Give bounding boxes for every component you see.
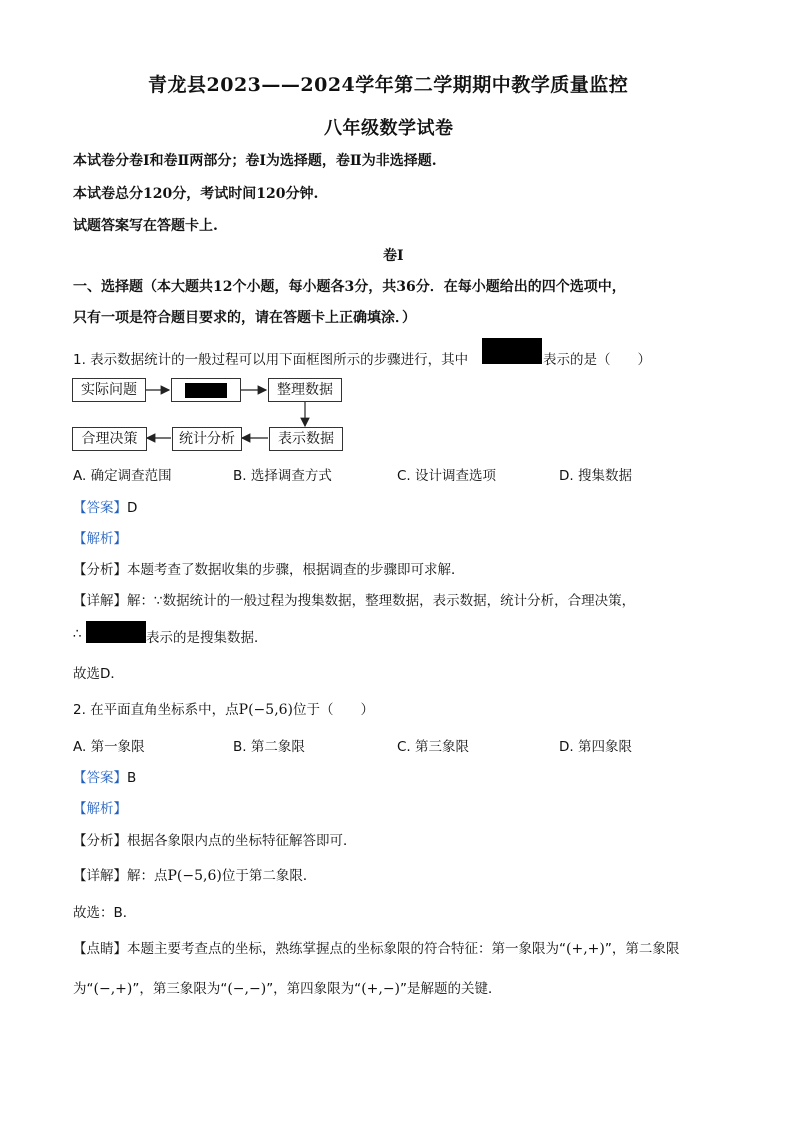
q2-xiangjie [73, 864, 316, 884]
dianjing-tag: 【点睛】 [73, 941, 127, 957]
exam-subtitle: 八年级数学试卷 [324, 118, 454, 139]
q2-answer [73, 766, 136, 786]
xiangjie-tag: 【详解】 [73, 868, 127, 884]
xiangjie-text-end: 位于第二象限． [221, 868, 317, 884]
q1-fenxi [73, 558, 465, 578]
quadrant4-sign: (+,−) [361, 981, 401, 997]
q1-option-a: A. 确定调查范围 [73, 468, 172, 484]
flow-box-reasonable-decision: 合理决策 [72, 427, 147, 451]
fenxi-text: 根据各象限内点的坐标特征解答即可． [127, 833, 357, 849]
dianjing-text-a: 本题主要考查点的坐标，熟练掌握点的坐标象限的符合特征：第一象限为“ [127, 941, 566, 957]
q2-stem [73, 698, 374, 718]
flow-box-statistical-analysis: 统计分析 [172, 427, 242, 451]
instruction-1: 本试卷分卷Ⅰ和卷Ⅱ两部分；卷Ⅰ为选择题，卷Ⅱ为非选择题. [73, 153, 437, 169]
dianjing-text-f: ”是解题的关键． [400, 981, 502, 997]
xiangjie-point: P(−5,6) [167, 868, 222, 884]
q2-dianjing-line1 [73, 937, 679, 957]
answer-tag: 【答案】 [73, 770, 127, 786]
q1-therefore-text: 表示的是搜集数据． [146, 630, 268, 646]
q1-analysis-tag: 【解析】 [73, 531, 127, 547]
answer-tag: 【答案】 [73, 500, 127, 516]
q2-option-d: D. 第四象限 [559, 739, 632, 755]
q2-analysis-tag: 【解析】 [73, 801, 127, 817]
q2-option-a: A. 第一象限 [73, 739, 145, 755]
q1-option-b: B. 选择调查方式 [233, 468, 332, 484]
dianjing-text-e: ”，第四象限为“ [266, 981, 362, 997]
volume-label: 卷Ⅰ [383, 248, 404, 264]
q1-therefore-symbol: ∴ [73, 626, 82, 642]
quadrant3-sign: (−,−) [227, 981, 267, 997]
q2-conclusion: 故选：B． [73, 905, 137, 921]
instruction-3: 试题答案写在答题卡上. [73, 218, 218, 234]
answer-value: D [127, 500, 138, 516]
answer-value: B [127, 770, 137, 786]
q2-stem-end: 位于（ ） [293, 702, 375, 718]
flow-box-represent-data: 表示数据 [269, 427, 343, 451]
xiangjie-text-start: 解：点 [127, 868, 168, 884]
q1-xiangjie [73, 589, 635, 609]
fenxi-tag: 【分析】 [73, 833, 127, 849]
flow-box-organize-data: 整理数据 [268, 378, 342, 402]
section-heading-line2: 只有一项是符合题目要求的，请在答题卡上正确填涂．） [73, 310, 416, 326]
flow-box-redaction [185, 383, 227, 398]
q1-option-d: D. 搜集数据 [559, 468, 632, 484]
q1-option-c: C. 设计调查选项 [397, 468, 497, 484]
q1-conclusion: 故选D． [73, 666, 124, 682]
xiangjie-tag: 【详解】 [73, 593, 127, 609]
dianjing-text-b: ”，第二象限 [604, 941, 680, 957]
q2-point: P(−5,6) [238, 702, 294, 718]
q1-answer [73, 496, 137, 516]
q2-option-c: C. 第三象限 [397, 739, 470, 755]
q1-stem-start: 1. 表示数据统计的一般过程可以用下面框图所示的步骤进行，其中 [73, 352, 469, 368]
flow-box-real-problem: 实际问题 [72, 378, 146, 402]
flow-box-redacted [171, 378, 241, 402]
section-heading-line1: 一、选择题（本大题共12个小题，每小题各3分，共36分．在每小题给出的四个选项中， [73, 279, 626, 295]
fenxi-tag: 【分析】 [73, 562, 127, 578]
xiangjie-text: 解：∵数据统计的一般过程为搜集数据，整理数据，表示数据，统计分析，合理决策， [127, 593, 636, 609]
q2-dianjing-line2 [73, 977, 502, 997]
dianjing-text-c: 为“ [73, 981, 94, 997]
q2-fenxi [73, 829, 357, 849]
q1-stem-end: 表示的是（ ） [543, 352, 651, 368]
dianjing-text-d: ”，第三象限为“ [132, 981, 228, 997]
quadrant1-sign: (+,+) [566, 941, 605, 957]
instruction-2: 本试卷总分120分，考试时间120分钟. [73, 186, 319, 202]
q2-option-b: B. 第二象限 [233, 739, 305, 755]
q2-stem-start: 2. 在平面直角坐标系中，点 [73, 702, 239, 718]
fenxi-text: 本题考查了数据收集的步骤，根据调查的步骤即可求解． [127, 562, 465, 578]
quadrant2-sign: (−,+) [93, 981, 133, 997]
exam-title: 青龙县2023——2024学年第二学期期中教学质量监控 [148, 74, 629, 96]
redacted-inline-box [86, 621, 146, 643]
